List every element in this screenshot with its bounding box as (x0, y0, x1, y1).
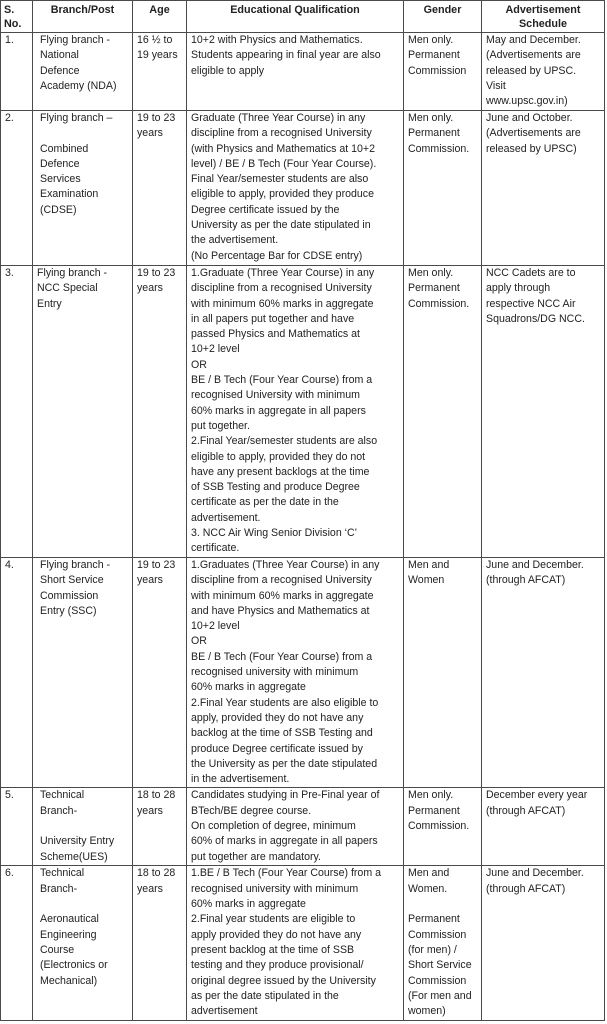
gender-line: Commission. (408, 820, 470, 833)
qualification-line: 60% marks in aggregate (191, 898, 306, 911)
cell-age (133, 33, 187, 111)
qualification-line: 10+2 with Physics and Mathematics. (191, 34, 363, 46)
age-line: years (137, 282, 163, 295)
gender-line: Men only. (408, 112, 454, 124)
gender-line: Men and (408, 559, 450, 571)
cell-qualification (187, 788, 404, 866)
qualification-line: On completion of degree, minimum (191, 820, 356, 833)
gender-line: Permanent (408, 49, 460, 62)
cell-qualification (187, 33, 404, 111)
qualification-line: advertisement. (191, 511, 261, 524)
cell-gender (404, 866, 482, 1021)
cell-advertisement (482, 866, 605, 1021)
header-qualification: Educational Qualification (187, 1, 404, 33)
qualification-line: the University as per the date stipulated (191, 757, 378, 770)
cell-advertisement (482, 788, 605, 866)
header-advertisement-line2: Schedule (518, 18, 567, 30)
branch-line: Flying branch - (37, 267, 108, 279)
qualification-line: the advertisement. (191, 234, 279, 247)
qualification-line: 1.BE / B Tech (Four Year Course) from a (191, 867, 381, 880)
header-advertisement-line1: Advertisement (505, 4, 581, 16)
header-gender: Gender (404, 1, 482, 33)
gender-line: women) (408, 1005, 446, 1018)
age-line: 16 ½ to (137, 34, 173, 46)
branch-line: Branch- (40, 804, 78, 817)
qualification-line: testing and they produce provisional/ (191, 959, 364, 972)
advertisement-line: June and December. (486, 559, 584, 571)
branch-line: Branch- (40, 882, 78, 895)
qualification-line: and have Physics and Mathematics at (191, 604, 370, 617)
branch-line: Mechanical) (40, 974, 98, 987)
cell-gender (404, 788, 482, 866)
branch-line: Examination (40, 188, 99, 201)
qualification-line: 1.Graduate (Three Year Course) in any (191, 267, 375, 279)
cell-branch (33, 33, 133, 111)
cell-gender (404, 266, 482, 558)
cell-branch (33, 866, 133, 1021)
header-sno (1, 1, 33, 33)
cell-qualification (187, 111, 404, 266)
branch-line: Scheme(UES) (40, 850, 108, 863)
qualification-line: Degree certificate issued by the (191, 203, 340, 216)
advertisement-line: Squadrons/DG NCC. (486, 312, 585, 325)
gender-line: Commission. (408, 297, 470, 310)
table-row (1, 558, 605, 788)
qualification-line: OR (191, 358, 207, 371)
advertisement-line: NCC Cadets are to (486, 267, 576, 279)
branch-line: Flying branch - (40, 34, 111, 46)
cell-sno: 2. (1, 111, 33, 266)
qualification-line: discipline from a recognised University (191, 127, 372, 140)
qualification-line: discipline from a recognised University (191, 574, 372, 587)
branch-line: Combined (40, 142, 89, 155)
cell-age (133, 111, 187, 266)
branch-line: Defence (40, 64, 80, 77)
gender-line: Permanent (408, 127, 460, 140)
qualification-line: put together. (191, 419, 250, 432)
cell-gender (404, 111, 482, 266)
branch-line: Engineering (40, 928, 97, 941)
gender-line: Men only. (408, 267, 454, 279)
qualification-line: (No Percentage Bar for CDSE entry) (191, 249, 363, 262)
qualification-line: 60% marks in aggregate (191, 681, 306, 694)
gender-line: (For men and (408, 989, 472, 1002)
qualification-line: BE / B Tech (Four Year Course) from a (191, 374, 373, 387)
qualification-line: Graduate (Three Year Course) in any (191, 112, 366, 124)
gender-line: Commission (408, 974, 467, 987)
cell-advertisement (482, 558, 605, 788)
advertisement-line: released by UPSC. (486, 64, 577, 77)
advertisement-line: (through AFCAT) (486, 882, 566, 895)
gender-line: Commission (408, 928, 467, 941)
age-line: 19 to 23 (137, 559, 176, 571)
gender-line: Permanent (408, 282, 460, 295)
advertisement-line: Visit (486, 79, 506, 92)
branch-line: Defence (40, 157, 80, 170)
qualification-line: Students appearing in final year are also (191, 49, 381, 62)
gender-line: Men and (408, 867, 450, 880)
cell-sno: 4. (1, 558, 33, 788)
qualification-line: advertisement (191, 1005, 258, 1018)
qualification-line: recognised university with minimum (191, 882, 359, 895)
cell-gender (404, 558, 482, 788)
branch-line: National (40, 49, 79, 62)
qualification-line: passed Physics and Mathematics at (191, 328, 360, 341)
branch-line: Course (40, 943, 75, 956)
cell-branch (33, 788, 133, 866)
qualification-line: eligible to apply, provided they produce (191, 188, 374, 201)
qualification-line: Final Year/semester students are also (191, 173, 369, 186)
advertisement-line: (through AFCAT) (486, 574, 566, 587)
gender-line: (for men) / (408, 943, 457, 956)
cell-branch (33, 266, 133, 558)
gender-line: Permanent (408, 913, 460, 926)
gender-line: Men only. (408, 34, 454, 46)
branch-line: Flying branch – (40, 112, 113, 124)
advertisement-line: released by UPSC) (486, 142, 577, 155)
qualification-line: 60% marks in aggregate in all papers (191, 404, 366, 417)
qualification-line: (with Physics and Mathematics at 10+2 (191, 142, 376, 155)
branch-gap (40, 897, 130, 912)
qualification-line: certificate. (191, 542, 240, 555)
gender-line: Women (408, 574, 445, 587)
table-row (1, 788, 605, 866)
cell-age (133, 266, 187, 558)
qualification-line: have any present backlogs at the time (191, 465, 370, 478)
qualification-line: recognised University with minimum (191, 389, 360, 402)
cell-advertisement (482, 33, 605, 111)
header-advertisement (482, 1, 605, 33)
branch-line: Commission (40, 589, 99, 602)
advertisement-line: respective NCC Air (486, 297, 576, 310)
qualification-line: backlog at the time of SSB Testing and (191, 727, 373, 740)
branch-line: Technical (40, 789, 85, 802)
branch-line: Entry (SSC) (40, 604, 97, 617)
cell-advertisement (482, 111, 605, 266)
qualification-line: apply, provided they do not have any (191, 711, 364, 724)
qualification-line: 3. NCC Air Wing Senior Division ‘C’ (191, 527, 358, 540)
qualification-line: 10+2 level (191, 620, 240, 633)
advertisement-line: apply through (486, 282, 551, 295)
qualification-line: University as per the date stipulated in (191, 219, 371, 232)
qualification-line: put together are mandatory. (191, 850, 321, 863)
qualification-line: 60% of marks in aggregate in all papers (191, 835, 378, 848)
qualification-line: recognised university with minimum (191, 666, 359, 679)
qualification-line: eligible to apply, provided they do not (191, 450, 366, 463)
table-row (1, 866, 605, 1021)
qualification-line: of SSB Testing and produce Degree (191, 481, 360, 494)
cell-qualification (187, 866, 404, 1021)
qualification-line: discipline from a recognised University (191, 282, 372, 295)
qualification-line: 1.Graduates (Three Year Course) in any (191, 559, 380, 571)
advertisement-line: June and December. (486, 867, 584, 880)
branch-line: (Electronics or (40, 959, 108, 972)
qualification-line: as per the date stipulated in the (191, 989, 339, 1002)
cell-qualification (187, 558, 404, 788)
qualification-line: 2.Final Year students are also eligible to (191, 696, 379, 709)
branch-line: NCC Special (37, 282, 98, 295)
qualification-line: produce Degree certificate issued by (191, 742, 363, 755)
cell-qualification (187, 266, 404, 558)
header-sno-line1: S. (4, 4, 15, 16)
header-row (1, 1, 605, 33)
cell-branch (33, 111, 133, 266)
cell-advertisement (482, 266, 605, 558)
branch-line: Flying branch - (40, 559, 111, 571)
gender-line: Permanent (408, 804, 460, 817)
cell-sno: 5. (1, 788, 33, 866)
qualification-line: BE / B Tech (Four Year Course) from a (191, 650, 373, 663)
gender-line: Men only. (408, 789, 454, 802)
age-line: 18 to 28 (137, 789, 176, 802)
gender-gap (408, 897, 481, 912)
advertisement-line: (Advertisements are (486, 49, 581, 62)
advertisement-line: May and December. (486, 34, 581, 46)
branch-line: Short Service (40, 574, 104, 587)
age-line: years (137, 574, 163, 587)
advertisement-line: (through AFCAT) (486, 804, 566, 817)
cell-age (133, 558, 187, 788)
qualification-line: present backlog at the time of SSB (191, 943, 355, 956)
table-row (1, 33, 605, 111)
age-line: 18 to 28 (137, 867, 176, 880)
branch-line: University Entry (40, 835, 115, 848)
qualification-line: with minimum 60% marks in aggregate (191, 589, 374, 602)
header-branch: Branch/Post (33, 1, 133, 33)
branch-line: (CDSE) (40, 203, 77, 216)
table-row (1, 266, 605, 558)
advertisement-line: (Advertisements are (486, 127, 581, 140)
qualification-line: Candidates studying in Pre-Final year of (191, 789, 380, 802)
qualification-line: in the advertisement. (191, 773, 290, 786)
branch-gap (40, 126, 130, 141)
branch-line: Aeronautical (40, 913, 99, 926)
age-line: years (137, 127, 163, 140)
qualification-line: OR (191, 635, 207, 648)
header-age: Age (133, 1, 187, 33)
advertisement-line: June and October. (486, 112, 573, 124)
cell-sno: 6. (1, 866, 33, 1021)
age-line: 19 to 23 (137, 267, 176, 279)
cell-gender (404, 33, 482, 111)
gender-line: Commission (408, 64, 467, 77)
cell-sno: 1. (1, 33, 33, 111)
age-line: years (137, 804, 163, 817)
branch-line: Services (40, 173, 81, 186)
cell-age (133, 788, 187, 866)
age-line: 19 years (137, 49, 178, 62)
branch-line: Entry (37, 297, 62, 310)
branch-gap (40, 819, 130, 834)
cell-branch (33, 558, 133, 788)
age-line: years (137, 882, 163, 895)
qualification-line: eligible to apply (191, 64, 265, 77)
qualification-line: apply provided they do not have any (191, 928, 362, 941)
qualification-line: certificate as per the date in the (191, 496, 339, 509)
qualification-line: 10+2 level (191, 343, 240, 356)
branch-line: Academy (NDA) (40, 79, 117, 92)
gender-line: Commission. (408, 142, 470, 155)
advertisement-line: www.upsc.gov.in) (486, 95, 568, 108)
header-sno-line2: No. (4, 18, 22, 30)
age-line: 19 to 23 (137, 112, 176, 124)
qualification-line: 2.Final Year/semester students are also (191, 435, 378, 448)
advertisement-line: December every year (486, 789, 588, 802)
qualification-line: original degree issued by the University (191, 974, 376, 987)
cell-age (133, 866, 187, 1021)
qualification-line: with minimum 60% marks in aggregate (191, 297, 374, 310)
gender-line: Women. (408, 882, 448, 895)
table-row (1, 111, 605, 266)
qualification-line: in all papers put together and have (191, 312, 355, 325)
cell-sno: 3. (1, 266, 33, 558)
branch-line: Technical (40, 867, 85, 880)
gender-line: Short Service (408, 959, 472, 972)
qualification-line: 2.Final year students are eligible to (191, 913, 356, 926)
qualification-line: BTech/BE degree course. (191, 804, 312, 817)
qualification-line: level) / BE / B Tech (Four Year Course). (191, 157, 377, 170)
